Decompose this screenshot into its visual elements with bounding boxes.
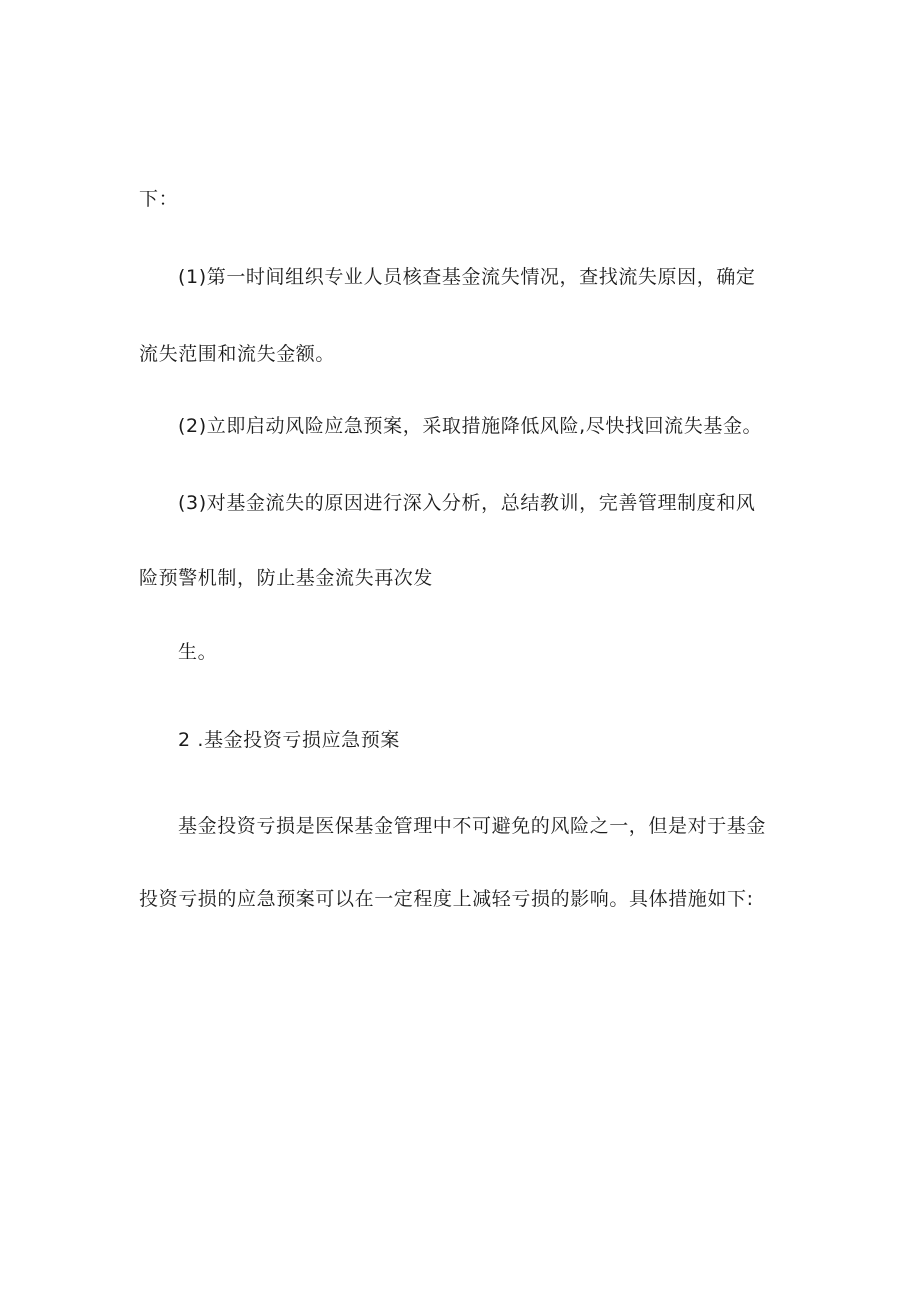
text-line-item-2: (2)立即启动风险应急预案，采取措施降低风险,尽快找回流失基金。 <box>178 415 763 437</box>
text-line-paragraph-cont: 投资亏损的应急预案可以在一定程度上减轻亏损的影响。具体措施如下: <box>139 888 754 910</box>
text-line-item-1: (1)第一时间组织专业人员核查基金流失情况，查找流失原因，确定 <box>178 266 756 288</box>
text-line-item-3-end: 生。 <box>178 641 218 663</box>
text-line-continuation: 下： <box>139 188 179 210</box>
text-line-item-1-cont: 流失范围和流失金额。 <box>139 343 336 365</box>
text-line-item-3-cont: 险预警机制，防止基金流失再次发 <box>139 567 434 589</box>
text-line-item-3: (3)对基金流失的原因进行深入分析，总结教训，完善管理制度和风 <box>178 492 756 514</box>
text-line-paragraph: 基金投资亏损是医保基金管理中不可避免的风险之一，但是对于基金 <box>178 815 767 837</box>
section-heading: 2 .基金投资亏损应急预案 <box>178 729 400 751</box>
